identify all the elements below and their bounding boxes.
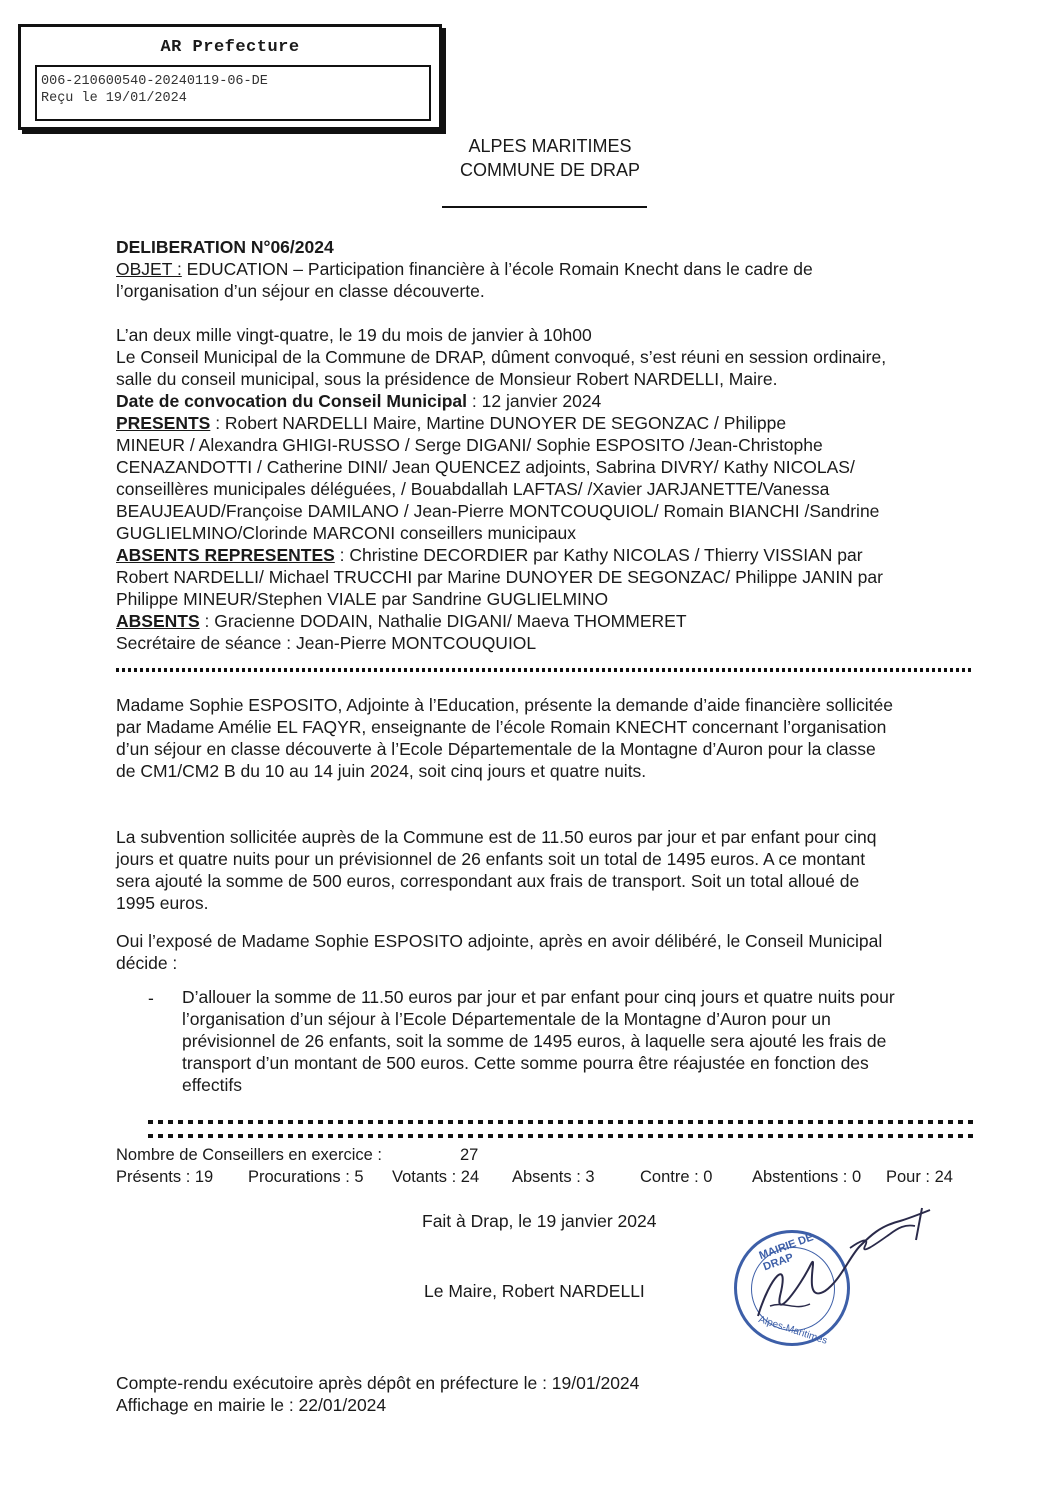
demande-line-1: Madame Sophie ESPOSITO, Adjointe à l’Education, présente la demande d’aide financière sollicitée	[116, 695, 893, 715]
absents-representes-line-2: Robert NARDELLI/ Michael TRUCCHI par Marine DUNOYER DE SEGONZAC/ Philippe JANIN par	[116, 567, 883, 587]
demande-line-4: de CM1/CM2 B du 10 au 14 juin 2024, soit cinq jours et quatre nuits.	[116, 761, 647, 781]
paragraph-subvention	[116, 826, 972, 914]
handwritten-signature	[740, 1196, 940, 1346]
session-conseil-line-2: salle du conseil municipal, sous la présidence de Monsieur Robert NARDELLI, Maire.	[116, 369, 778, 389]
demande-line-2: par Madame Amélie EL FAQYR, enseignante de l’école Romain KNECHT concernant l’organisation	[116, 717, 887, 737]
fait-a-drap: Fait à Drap, le 19 janvier 2024	[422, 1211, 657, 1231]
presents-line-2: MINEUR / Alexandra GHIGI-RUSSO / Serge DIGANI/ Sophie ESPOSITO /Jean-Christophe	[116, 435, 823, 455]
subvention-line-4: 1995 euros.	[116, 893, 209, 913]
expose-line-1: Oui l’exposé de Madame Sophie ESPOSITO adjointe, après en avoir délibéré, le Conseil Municipal	[116, 931, 883, 951]
convocation-label: Date de convocation du Conseil Municipal	[116, 391, 468, 411]
decision-line-1: D’allouer la somme de 11.50 euros par jour et par enfant pour cinq jours et quatre nuits pour	[182, 987, 895, 1007]
prefecture-stamp	[18, 24, 442, 130]
conseillers-count	[116, 1144, 382, 1166]
pour-count: Pour : 24	[886, 1168, 953, 1186]
absents-label: ABSENTS	[116, 611, 200, 631]
stamp-received-date: Reçu le 19/01/2024	[41, 91, 187, 106]
stamp-reference: 006-210600540-20240119-06-DE	[41, 74, 268, 89]
session-date: L’an deux mille vingt-quatre, le 19 du mois de janvier à 10h00	[116, 325, 592, 345]
paragraph-expose	[116, 930, 972, 974]
affichage-line: Affichage en mairie le : 22/01/2024	[116, 1395, 387, 1415]
subvention-line-1: La subvention sollicitée auprès de la Commune est de 11.50 euros par jour et par enfant pour cinq	[116, 827, 877, 847]
procurations-count: Procurations : 5	[248, 1168, 364, 1186]
objet-text: EDUCATION – Participation financière à l’école Romain Knecht dans le cadre de	[181, 259, 813, 279]
demande-line-3: d’un séjour en classe découverte à l’Ecole Départementale de la Montagne d’Auron pour la classe	[116, 739, 876, 759]
expose-line-2: décide :	[116, 953, 178, 973]
stamp-title: AR Prefecture	[160, 38, 300, 57]
absents-representes-line-3: Philippe MINEUR/Stephen VIALE par Sandrine GUGLIELMINO	[116, 589, 609, 609]
stamp-details	[35, 65, 431, 121]
subvention-line-3: sera ajouté la somme de 500 euros, correspondant aux frais de transport. Soit un total alloué de	[116, 871, 860, 891]
document-header	[350, 134, 750, 182]
decision-line-5: effectifs	[182, 1075, 242, 1095]
deliberation-number: DELIBERATION N°06/2024	[116, 237, 334, 257]
asterisk-separator	[116, 668, 974, 672]
absents-count: Absents : 3	[512, 1168, 595, 1186]
contre-count: Contre : 0	[640, 1168, 713, 1186]
objet-line-1	[116, 258, 972, 280]
seal-text-top: MAIRIE DE DRAP	[757, 1231, 816, 1274]
session-conseil-line-1: Le Conseil Municipal de la Commune de DRAP, dûment convoqué, s’est réuni en session ordinaire,	[116, 347, 887, 367]
subvention-line-2: jours et quatre nuits pour un prévisionnel de 26 enfants soit un total de 1495 euros. A ce montant	[116, 849, 866, 869]
presents-line-1	[116, 412, 972, 434]
dotted-separator-1	[148, 1120, 974, 1124]
seal-text-bottom: Alpes-Maritimes	[757, 1314, 829, 1347]
paragraph-demande	[116, 694, 972, 782]
objet-line-2: l’organisation d’un séjour en classe découverte.	[116, 281, 485, 301]
conseillers-value: 27	[460, 1146, 479, 1164]
absents-text: : Gracienne DODAIN, Nathalie DIGANI/ Maeva THOMMERET	[199, 611, 687, 631]
presents-line-6: GUGLIELMINO/Clorinde MARCONI conseillers municipaux	[116, 523, 576, 543]
decision-text	[182, 986, 972, 1096]
commune-name: COMMUNE DE DRAP	[459, 160, 640, 180]
header-divider	[442, 206, 647, 208]
presents-count: Présents : 19	[116, 1168, 214, 1186]
conseillers-label: Nombre de Conseillers en exercice :	[116, 1146, 382, 1164]
absents-representes-label: ABSENTS REPRESENTES	[116, 545, 335, 565]
presents-text: : Robert NARDELLI Maire, Martine DUNOYER DE SEGONZAC / Philippe	[210, 413, 787, 433]
presents-line-5: BEAUJEAUD/Françoise DAMILANO / Jean-Pierre MONTCOUQUIOL/ Romain BIANCHI /Sandrine	[116, 501, 880, 521]
convocation-date	[116, 390, 972, 412]
secretaire-line: Secrétaire de séance : Jean-Pierre MONTCOUQUIOL	[116, 633, 537, 653]
decision-bullet: -	[148, 988, 154, 1008]
objet-label: OBJET :	[116, 259, 182, 279]
presents-label: PRESENTS	[116, 413, 211, 433]
decision-line-2: l’organisation d’un séjour à l’Ecole Départementale de la Montagne d’Auron pour un	[182, 1009, 831, 1029]
department-name: ALPES MARITIMES	[468, 136, 632, 156]
absents-representes-line-1	[116, 544, 972, 566]
decision-line-3: prévisionnel de 26 enfants, soit la somme de 1495 euros, à laquelle sera ajouté les frais de	[182, 1031, 887, 1051]
absents-line	[116, 610, 972, 632]
abstentions-count: Abstentions : 0	[752, 1168, 862, 1186]
dotted-separator-2	[148, 1134, 974, 1138]
presents-line-3: CENAZANDOTTI / Catherine DINI/ Jean QUENCEZ adjoints, Sabrina DIVRY/ Kathy NICOLAS/	[116, 457, 855, 477]
compte-rendu-line: Compte-rendu exécutoire après dépôt en préfecture le : 19/01/2024	[116, 1373, 640, 1393]
absents-representes-text: : Christine DECORDIER par Kathy NICOLAS / Thierry VISSIAN par	[334, 545, 863, 565]
votants-count: Votants : 24	[392, 1168, 480, 1186]
presents-line-4: conseillères municipales déléguées, / Bouabdallah LAFTAS/ /Xavier JARJANETTE/Vanessa	[116, 479, 830, 499]
session-block	[116, 324, 972, 654]
decision-line-4: transport d’un montant de 500 euros. Cette somme pourra être réajustée en fonction des	[182, 1053, 869, 1073]
maire-signature-name: Le Maire, Robert NARDELLI	[424, 1281, 645, 1301]
deliberation-heading-block	[116, 236, 972, 302]
convocation-value: : 12 janvier 2024	[467, 391, 602, 411]
